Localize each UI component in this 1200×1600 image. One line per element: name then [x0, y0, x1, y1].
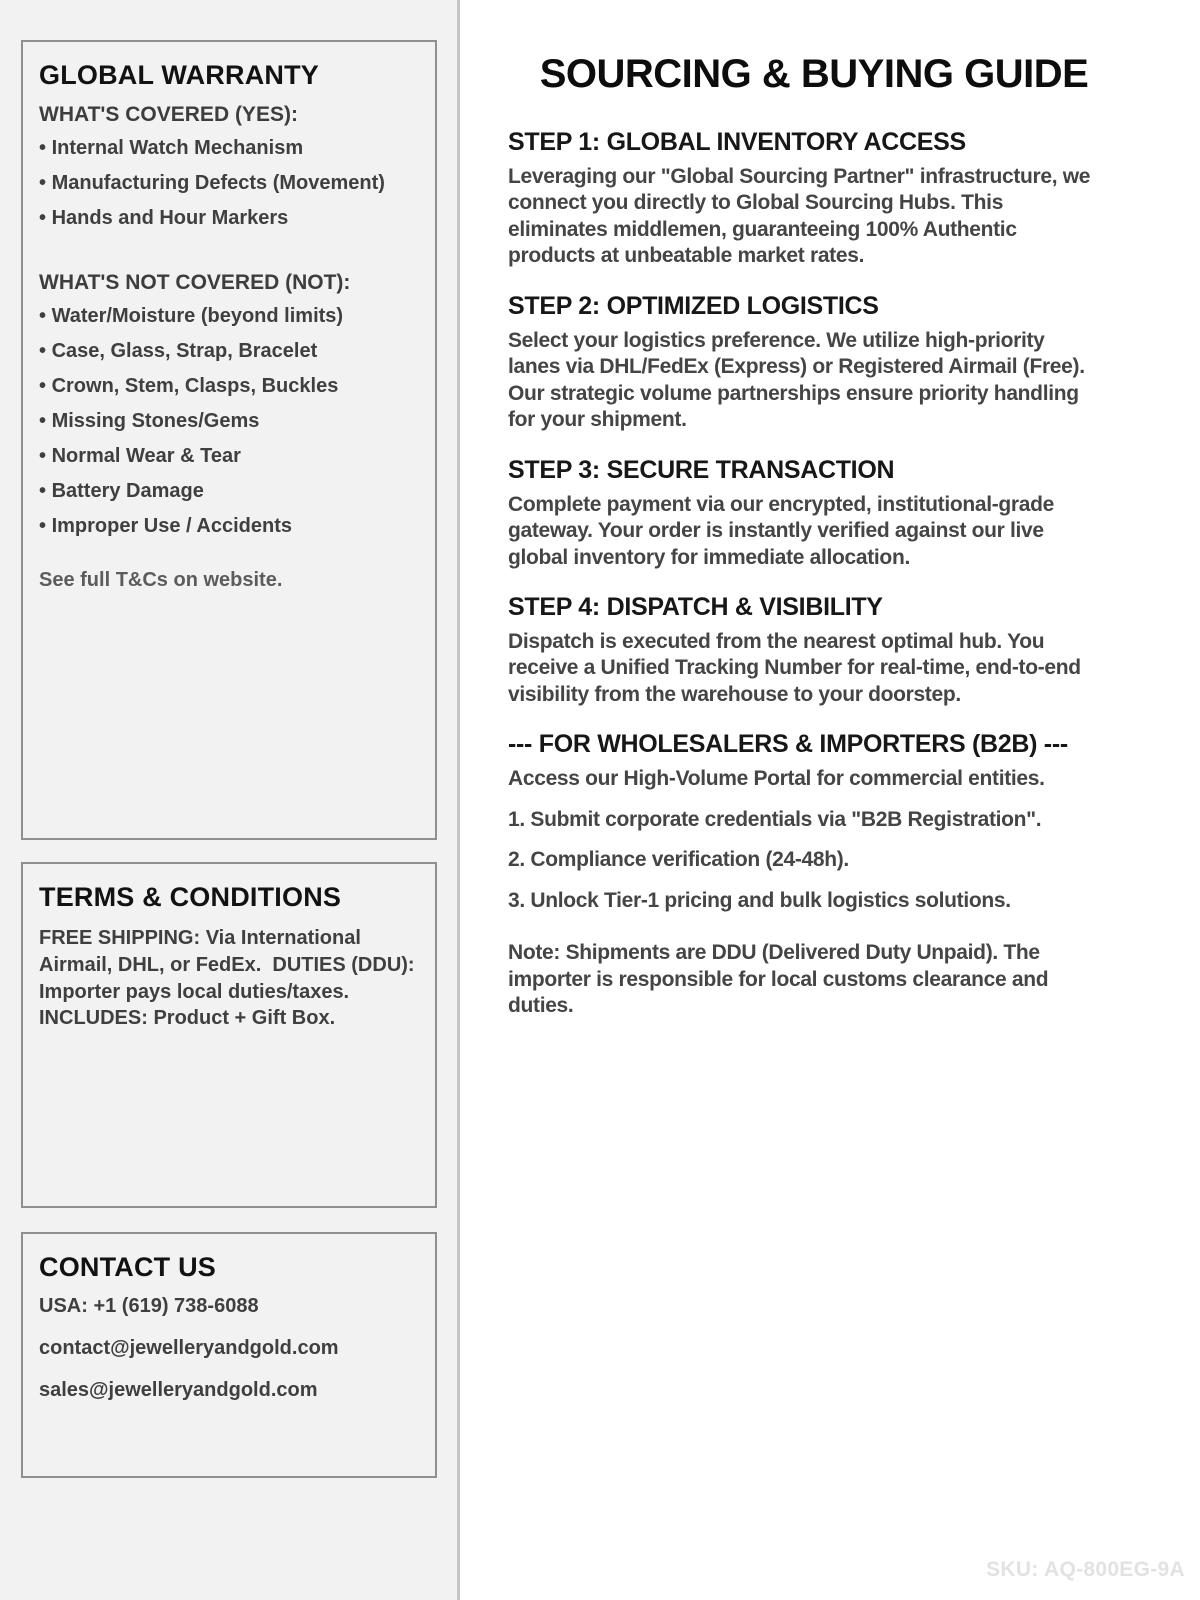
step-3-body: Complete payment via our encrypted, institutional-grade gateway. Your order is instantly verified against our live global inventory for immediate allocation.: [508, 492, 1054, 569]
terms-title: TERMS & CONDITIONS: [39, 882, 342, 912]
step-1-body: Leveraging our "Global Sourcing Partner" infrastructure, we connect you directly to Global Sourcing Hubs. This eliminates middlemen, guaranteeing 100% Authentic products at unbeatable market rates.: [508, 165, 1091, 268]
list-item: • Internal Watch Mechanism: [39, 137, 419, 159]
page-title: SOURCING & BUYING GUIDE: [539, 52, 1089, 96]
global-warranty-panel: [21, 40, 437, 840]
step-3-heading: STEP 3: SECURE TRANSACTION: [508, 455, 895, 484]
list-item: • Missing Stones/Gems: [39, 410, 419, 432]
list-item: • Battery Damage: [39, 480, 419, 502]
list-item: • Manufacturing Defects (Movement): [39, 172, 419, 194]
step-2-heading: STEP 2: OPTIMIZED LOGISTICS: [508, 291, 879, 320]
step-4-body: Dispatch is executed from the nearest optimal hub. You receive a Unified Tracking Number for real-time, end-to-end visibility from the warehouse to your doorstep.: [508, 629, 1081, 706]
list-item: • Normal Wear & Tear: [39, 445, 419, 467]
warranty-title: GLOBAL WARRANTY: [39, 60, 319, 90]
b2b-item-3: 3. Unlock Tier-1 pricing and bulk logistics solutions.: [508, 888, 1011, 912]
step-4-section: [508, 593, 1120, 708]
list-item: • Water/Moisture (beyond limits): [39, 305, 419, 327]
covered-list: [39, 137, 419, 229]
tcs-footnote: See full T&Cs on website.: [39, 569, 283, 591]
b2b-item-2: 2. Compliance verification (24-48h).: [508, 848, 849, 872]
b2b-heading: --- FOR WHOLESALERS & IMPORTERS (B2B) ---: [508, 730, 1068, 759]
step-1-heading: STEP 1: GLOBAL INVENTORY ACCESS: [508, 128, 966, 156]
list-item: • Hands and Hour Markers: [39, 207, 419, 229]
main-content: [460, 0, 1200, 1042]
covered-heading: WHAT'S COVERED (YES):: [39, 103, 298, 126]
contact-phone: USA: +1 (619) 738-6088: [39, 1295, 259, 1317]
contact-title: CONTACT US: [39, 1252, 216, 1282]
not-covered-heading: WHAT'S NOT COVERED (NOT):: [39, 271, 351, 294]
list-item: • Case, Glass, Strap, Bracelet: [39, 340, 419, 362]
sidebar: [0, 0, 460, 1600]
b2b-section: [508, 730, 1120, 1019]
contact-email-primary: contact@jewelleryandgold.com: [39, 1337, 339, 1359]
b2b-intro: Access our High-Volume Portal for commercial entities.: [508, 767, 1045, 791]
b2b-note: Note: Shipments are DDU (Delivered Duty Unpaid). The importer is responsible for local customs clearance and duties.: [508, 941, 1049, 1018]
step-4-heading: STEP 4: DISPATCH & VISIBILITY: [508, 592, 883, 621]
b2b-item-1: 1. Submit corporate credentials via "B2B Registration".: [508, 807, 1042, 831]
contact-panel: [21, 1232, 437, 1478]
terms-body: FREE SHIPPING: Via International Airmail, DHL, or FedEx. DUTIES (DDU): Importer pays local duties/taxes. INCLUDES: Product + Gift Box.: [39, 927, 421, 1030]
step-1-section: [508, 128, 1120, 270]
not-covered-list: [39, 305, 419, 537]
step-2-body: Select your logistics preference. We utilize high-priority lanes via DHL/FedEx (Express) or Registered Airmail (Free). Our strategic volume partnerships ensure priority handling for your shipment.: [508, 328, 1085, 432]
list-item: • Crown, Stem, Clasps, Buckles: [39, 375, 419, 397]
step-2-section: [508, 292, 1120, 434]
sku-label: SKU: AQ-800EG-9A: [986, 1558, 1185, 1581]
list-item: • Improper Use / Accidents: [39, 515, 419, 537]
contact-email-sales: sales@jewelleryandgold.com: [39, 1379, 318, 1401]
terms-panel: [21, 862, 437, 1208]
step-3-section: [508, 456, 1120, 571]
